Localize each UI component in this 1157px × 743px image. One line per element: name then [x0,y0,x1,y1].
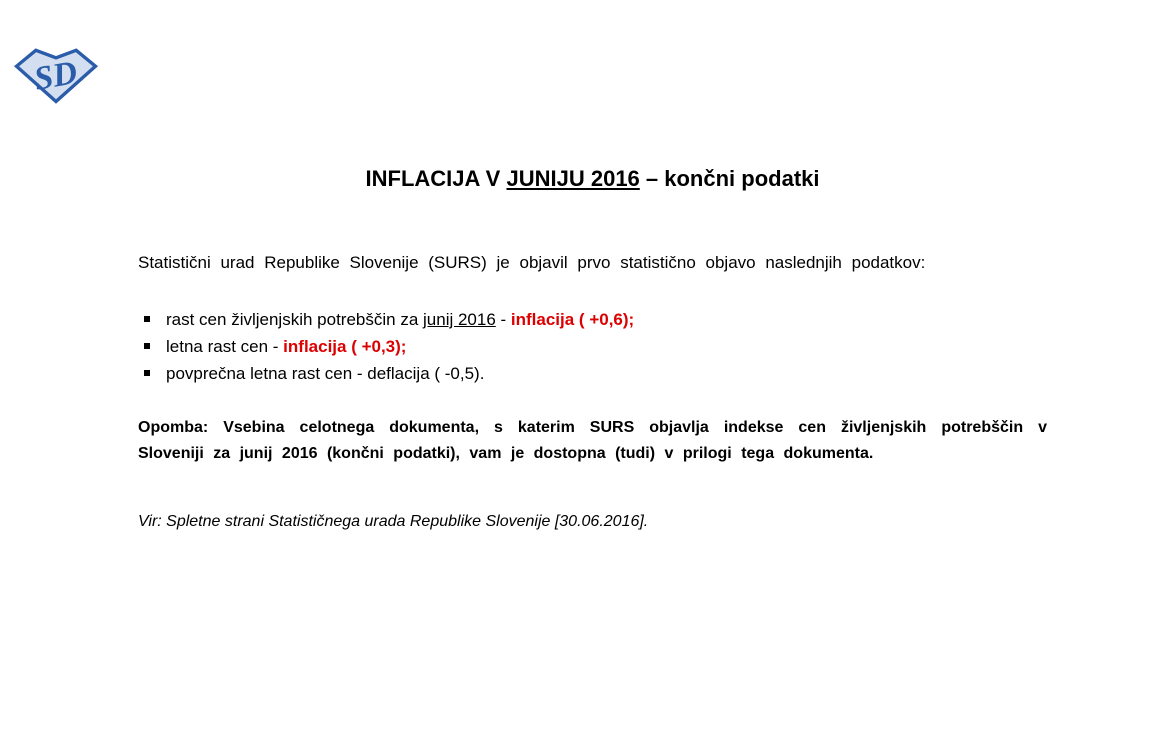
bullet-highlight-value: inflacija ( +0,3); [283,337,407,356]
bullet-text: rast cen življenjskih potrebščin za [166,310,424,329]
bullet-text: - [495,310,511,329]
intro-paragraph: Statistični urad Republike Slovenije (SURS) je objavil prvo statistično objavo naslednjih podatkov: [138,253,926,272]
logo-letters: SD [31,54,80,98]
bullet-text: letna rast cen - [166,337,284,356]
title-underlined-date: JUNIJU 2016 [506,166,640,191]
source-line: Vir: Spletne strani Statističnega urada Republike Slovenije [30.06.2016]. [138,513,649,530]
bullet-square-icon [144,370,150,376]
sd-logo [14,47,98,104]
title-prefix: INFLACIJA V [365,166,507,191]
title-suffix: – končni podatki [639,166,820,191]
list-item [138,360,1047,387]
sd-shield-icon [14,47,98,104]
page-title [138,164,1047,194]
note-paragraph: Opomba: Vsebina celotnega dokumenta, s katerim SURS objavlja indekse cen življenjskih potrebščin v Sloveniji za junij 2016 (končni podatki), vam je dostopna (tudi) v prilogi tega dokumenta. [138,419,1047,462]
document-body [138,0,1047,531]
bullet-highlight-value: inflacija ( +0,6); [510,310,635,329]
list-item [138,306,1047,333]
bullet-list [138,306,1047,387]
bullet-underlined-text: junij 2016 [423,310,496,329]
bullet-square-icon [144,316,150,322]
list-item [138,333,1047,360]
bullet-square-icon [144,343,150,349]
bullet-text: povprečna letna rast cen - deflacija ( -0,5). [166,364,485,383]
